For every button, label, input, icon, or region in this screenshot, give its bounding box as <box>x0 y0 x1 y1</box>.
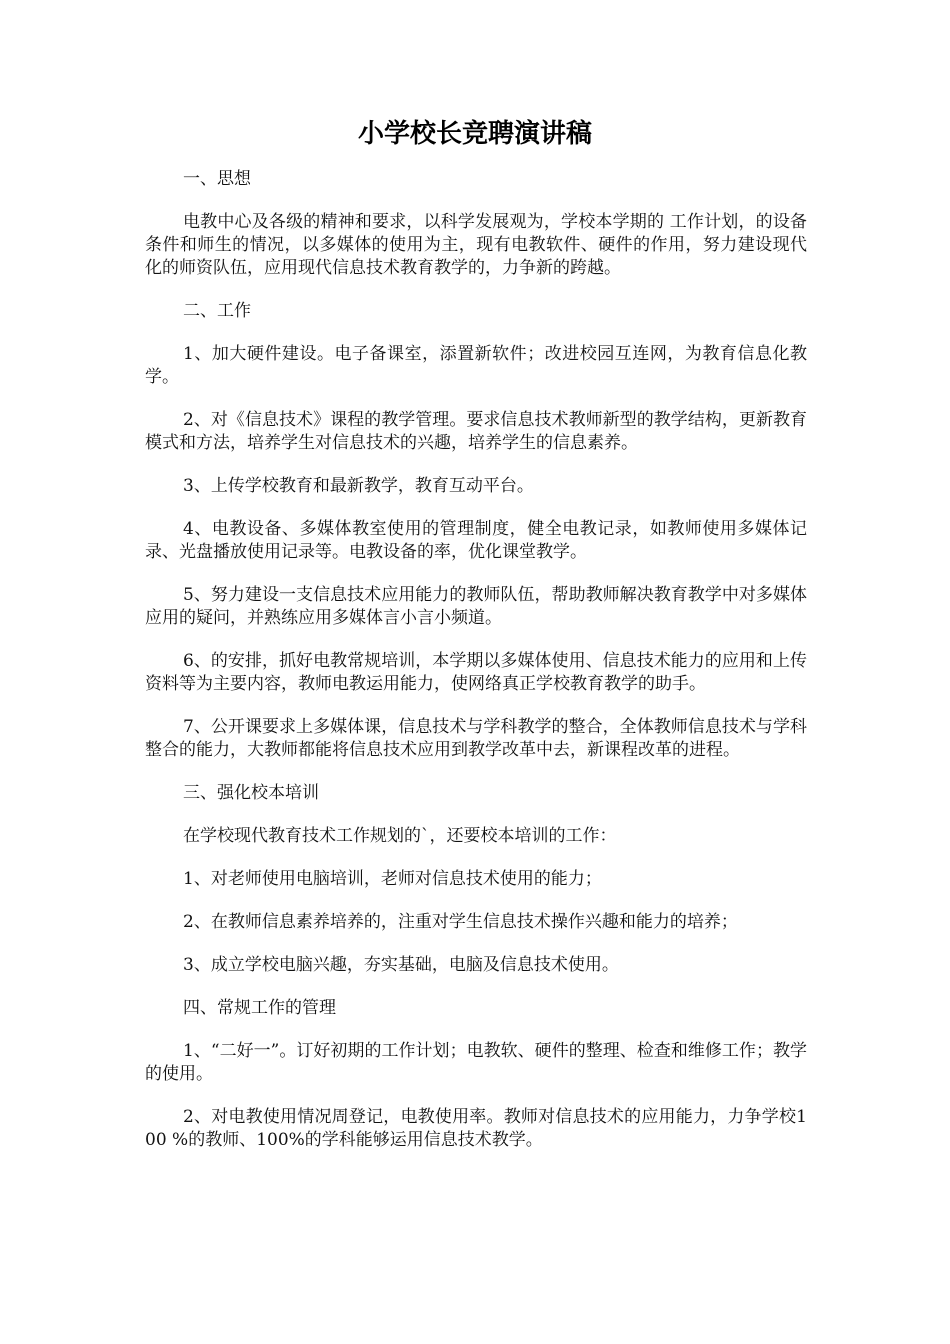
paragraph: 4、电教设备、多媒体教室使用的管理制度，健全电教记录，如教师使用多媒体记录、光盘播放使用记录等。电教设备的率，优化课堂教学。 <box>145 519 807 562</box>
paragraph: 在学校现代教育技术工作规划的`，还要校本培训的工作： <box>183 826 617 846</box>
paragraph: 5、努力建设一支信息技术应用能力的教师队伍，帮助教师解决教育教学中对多媒体应用的疑问，并熟练应用多媒体言小言小频道。 <box>145 585 807 628</box>
paragraph: 2、对《信息技术》课程的教学管理。要求信息技术教师新型的教学结构，更新教育模式和方法，培养学生对信息技术的兴趣，培养学生的信息素养。 <box>145 410 807 453</box>
paragraph: 2、在教师信息素养培养的，注重对学生信息技术操作兴趣和能力的培养； <box>183 912 738 932</box>
paragraph: 1、加大硬件建设。电子备课室，添置新软件；改进校园互连网，为教育信息化教学。 <box>145 344 807 387</box>
paragraph: 电教中心及各级的精神和要求，以科学发展观为，学校本学期的 工作计划，的设备条件和师生的情况，以多媒体的使用为主，现有电教软件、硬件的作用，努力建设现代化的师资队伍，应用现代信息技术教育教学的，力争新的跨越。 <box>145 212 807 278</box>
paragraph: 3、上传学校教育和最新教学，教育互动平台。 <box>183 476 534 496</box>
paragraph: 1、对老师使用电脑培训，老师对信息技术使用的能力； <box>183 869 602 889</box>
section-heading-training: 三、强化校本培训 <box>183 783 319 803</box>
document-body <box>145 168 807 1172</box>
paragraph: 2、对电教使用情况周登记，电教使用率。教师对信息技术的应用能力，力争学校100 %的教师、100%的学科能够运用信息技术教学。 <box>145 1107 807 1150</box>
paragraph: 7、公开课要求上多媒体课，信息技术与学科教学的整合，全体教师信息技术与学科整合的能力，大教师都能将信息技术应用到教学改革中去，新课程改革的进程。 <box>145 717 807 760</box>
paragraph: 6、的安排，抓好电教常规培训，本学期以多媒体使用、信息技术能力的应用和上传资料等为主要内容，教师电教运用能力，使网络真正学校教育教学的助手。 <box>145 651 807 694</box>
section-heading-work: 二、工作 <box>183 301 251 321</box>
section-heading-management: 四、常规工作的管理 <box>183 998 336 1018</box>
paragraph: 1、“二好一”。订好初期的工作计划；电教软、硬件的整理、检查和维修工作；教学的使用。 <box>145 1041 807 1084</box>
document-title: 小学校长竞聘演讲稿 <box>357 119 592 149</box>
paragraph: 3、成立学校电脑兴趣，夯实基础，电脑及信息技术使用。 <box>183 955 619 975</box>
section-heading-thought: 一、思想 <box>183 169 251 189</box>
